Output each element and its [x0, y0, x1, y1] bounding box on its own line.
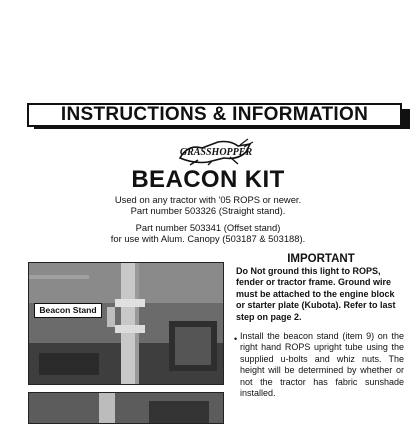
photo-label-beacon-stand: Beacon Stand — [34, 303, 102, 318]
product-title: BEACON KIT — [131, 166, 285, 193]
photo-illustration — [29, 263, 223, 384]
instruction-step-1: Install the beacon stand (item 9) on the right hand ROPS upright tube using the supplied u-bolts and whiz nuts. The height will be determined by whether or not the tractor has fabric sunshade installed. — [240, 331, 404, 399]
header-banner — [27, 103, 402, 127]
second-photo — [28, 392, 224, 424]
second-photo-illustration — [29, 393, 223, 423]
logo-text: GRASSHOPPER — [179, 147, 253, 158]
product-part-number-straight: Part number 503326 (Straight stand). — [130, 205, 286, 216]
important-heading: IMPORTANT — [287, 253, 355, 265]
product-compat-line: Used on any tractor with '05 ROPS or newer. — [114, 194, 302, 205]
beacon-stand-photo — [28, 262, 224, 385]
page-title: INSTRUCTIONS & INFORMATION — [60, 104, 369, 125]
product-part-number-offset: Part number 503341 (Offset stand) — [135, 222, 281, 233]
product-canopy-note: for use with Alum. Canopy (503187 & 503188). — [110, 233, 306, 244]
important-warning: Do Not ground this light to ROPS, fender or tractor frame. Ground wire must be attached to the engine block or starter plate (Kubota). Refer to last step on page 2. — [236, 266, 396, 322]
bullet-marker: • — [234, 334, 238, 344]
grasshopper-logo — [178, 138, 254, 166]
